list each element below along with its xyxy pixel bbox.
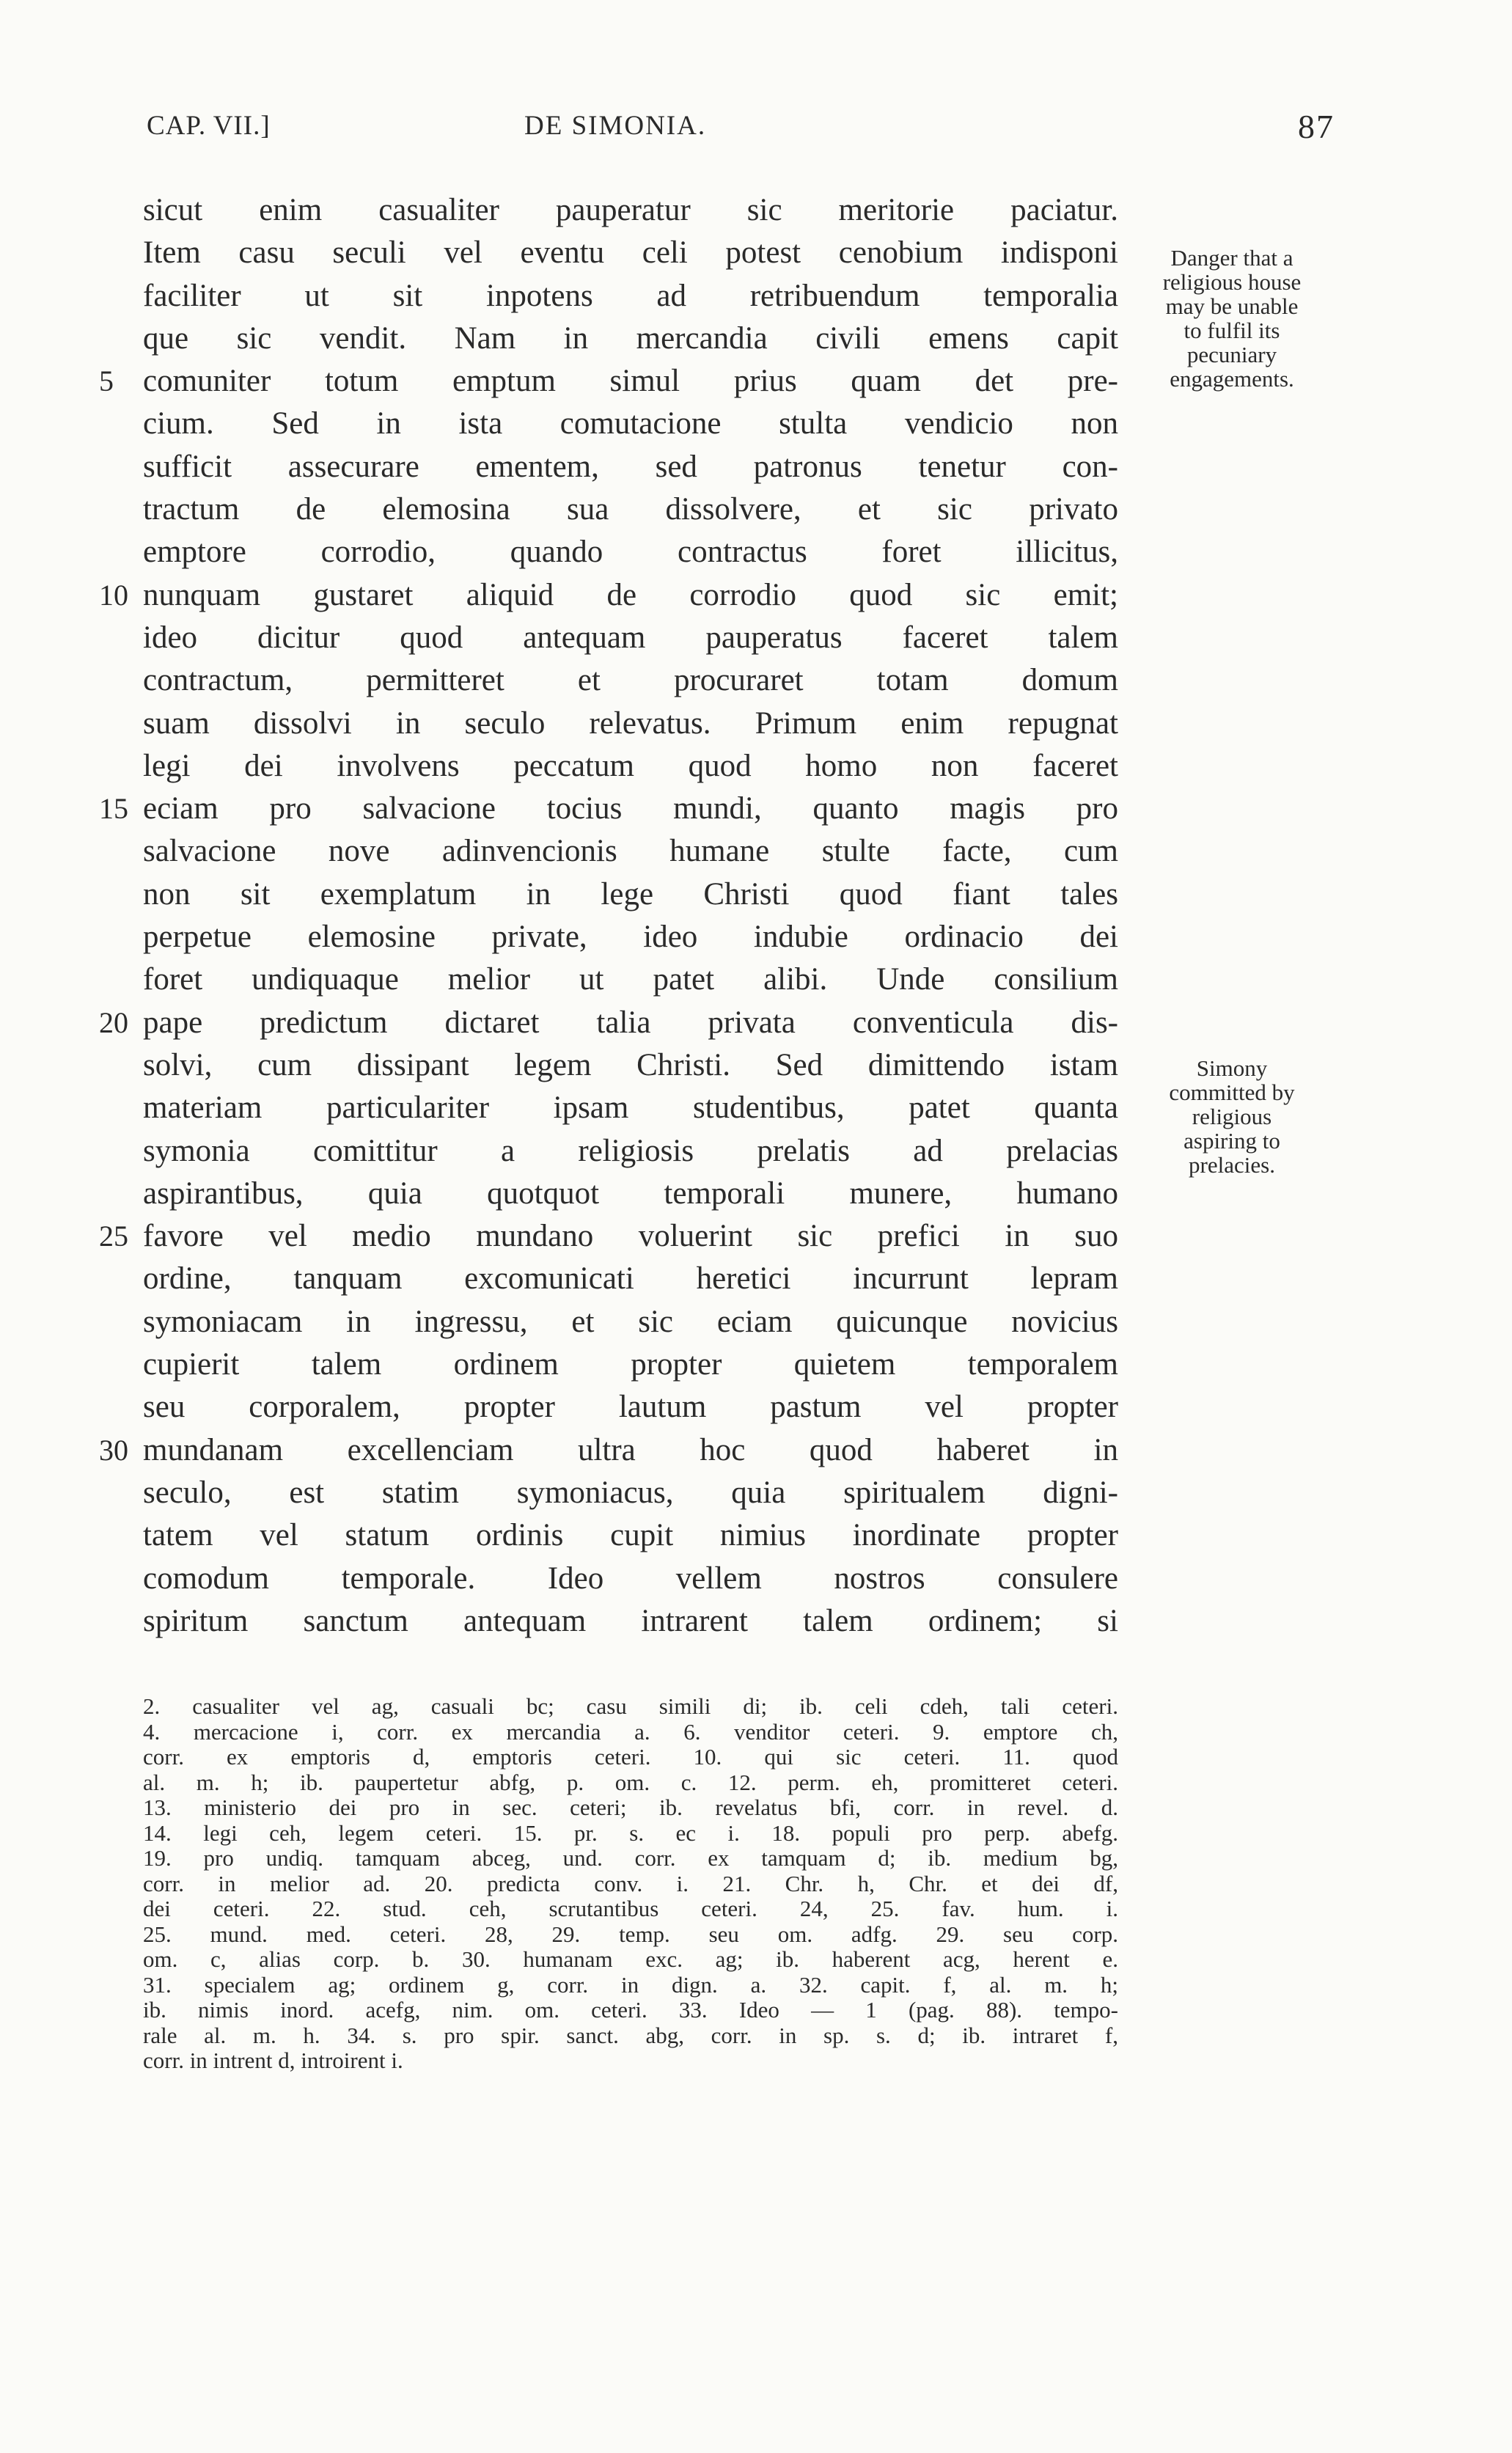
critical-apparatus xyxy=(143,1694,1118,2074)
text-line xyxy=(99,574,1118,617)
line-text: foret undiquaque melior ut patet alibi. Unde consilium xyxy=(143,962,1118,997)
line-text: ideo dicitur quod antequam pauperatus faceret talem xyxy=(143,620,1118,655)
text-line xyxy=(143,232,1118,274)
line-text: faciliter ut sit inpotens ad retribuendum temporalia xyxy=(143,278,1118,313)
line-text: aspirantibus, quia quotquot temporali munere, humano xyxy=(143,1176,1118,1211)
running-title: DE SIMONIA. xyxy=(524,111,707,141)
footnote-line: 19. pro undiq. tamquam abceg, und. corr. ex tamquam d; ib. medium bg, xyxy=(143,1845,1118,1871)
text-line xyxy=(143,659,1118,702)
footnote-line: rale al. m. h. 34. s. pro spir. sanct. abg, corr. in sp. s. d; ib. intraret f, xyxy=(143,2022,1118,2048)
line-text: spiritum sanctum antequam intrarent talem ordinem; si xyxy=(143,1603,1118,1638)
text-line xyxy=(143,830,1118,873)
text-line xyxy=(143,318,1118,360)
line-text: seculo, est statim symoniacus, quia spiritualem digni- xyxy=(143,1475,1118,1510)
line-text: mundanam excellenciam ultra hoc quod haberet in xyxy=(143,1432,1118,1467)
line-text: eciam pro salvacione tocius mundi, quanto magis pro xyxy=(143,791,1118,826)
line-text: salvacione nove adinvencionis humane stulte facte, cum xyxy=(143,834,1118,869)
marginal-line: prelacies. xyxy=(1189,1152,1275,1178)
line-number: 20 xyxy=(99,1005,128,1039)
line-text: symonia comittitur a religiosis prelatis ad prelacias xyxy=(143,1133,1118,1168)
line-text: ordine, tanquam excomunicati heretici incurrunt lepram xyxy=(143,1261,1118,1297)
marginal-line: religious xyxy=(1192,1104,1272,1129)
line-number: 30 xyxy=(99,1433,128,1467)
line-text: legi dei involvens peccatum quod homo non faceret xyxy=(143,748,1118,783)
text-line xyxy=(143,1130,1118,1173)
marginal-line: to fulfil its xyxy=(1183,318,1280,343)
line-text: cupierit talem ordinem propter quietem temporalem xyxy=(143,1347,1118,1382)
footnote-line: 31. specialem ag; ordinem g, corr. in dign. a. 32. capit. f, al. m. h; xyxy=(143,1971,1118,1998)
line-text: sufficit assecurare ementem, sed patronus tenetur con- xyxy=(143,449,1118,484)
text-line xyxy=(143,1386,1118,1429)
line-text: suam dissolvi in seculo relevatus. Primum enim repugnat xyxy=(143,705,1118,741)
line-text: solvi, cum dissipant legem Christi. Sed dimittendo istam xyxy=(143,1047,1118,1082)
line-number: 10 xyxy=(99,578,128,612)
text-line xyxy=(143,531,1118,573)
text-line xyxy=(143,1087,1118,1129)
marginal-line: committed by xyxy=(1169,1079,1295,1105)
marginal-line: engagements. xyxy=(1170,366,1294,392)
line-text: symoniacam in ingressu, et sic eciam quicunque novicius xyxy=(143,1304,1118,1339)
line-text: tractum de elemosina sua dissolvere, et sic privato xyxy=(143,492,1118,527)
text-line xyxy=(99,1429,1118,1472)
marginal-line: aspiring to xyxy=(1183,1128,1280,1154)
text-line xyxy=(143,617,1118,659)
text-line xyxy=(143,1044,1118,1087)
line-text: tatem vel statum ordinis cupit nimius inordinate propter xyxy=(143,1518,1118,1553)
footnote-line: al. m. h; ib. paupertetur abfg, p. om. c. 12. perm. eh, promitteret ceteri. xyxy=(143,1769,1118,1795)
text-line xyxy=(143,1258,1118,1300)
line-text: comodum temporale. Ideo vellem nostros consulere xyxy=(143,1561,1118,1596)
text-line xyxy=(143,873,1118,916)
footnote-line: 14. legi ceh, legem ceteri. 15. pr. s. ec i. 18. populi pro perp. abefg. xyxy=(143,1819,1118,1846)
marginal-note-danger xyxy=(1133,246,1331,391)
text-line xyxy=(143,189,1118,232)
text-line xyxy=(143,403,1118,445)
text-line xyxy=(143,1558,1118,1600)
page-number: 87 xyxy=(1298,108,1335,145)
marginal-line: Simony xyxy=(1196,1055,1268,1081)
line-text: favore vel medio mundano voluerint sic prefici in suo xyxy=(143,1219,1118,1254)
text-line xyxy=(99,1215,1118,1258)
text-line xyxy=(143,703,1118,745)
line-text: que sic vendit. Nam in mercandia civili emens capit xyxy=(143,320,1118,356)
marginal-line: Danger that a xyxy=(1170,245,1293,271)
line-number: 5 xyxy=(99,364,114,398)
line-text: non sit exemplatum in lege Christi quod fiant tales xyxy=(143,876,1118,912)
line-text: Item casu seculi vel eventu celi potest cenobium indisponi xyxy=(143,235,1118,271)
line-number: 25 xyxy=(99,1220,128,1253)
line-text: sicut enim casualiter pauperatur sic meritorie paciatur. xyxy=(143,193,1118,227)
footnote-line: 13. ministerio dei pro in sec. ceteri; ib. revelatus bfi, corr. in revel. d. xyxy=(143,1794,1118,1820)
chapter-label: CAP. VII.] xyxy=(147,111,271,141)
footnote-line: corr. in intrent d, introirent i. xyxy=(143,2047,403,2073)
footnote-line: 25. mund. med. ceteri. 28, 29. temp. seu om. adfg. 29. seu corp. xyxy=(143,1921,1118,1947)
marginal-line: may be unable xyxy=(1165,293,1299,319)
text-line xyxy=(143,275,1118,318)
line-number: 15 xyxy=(99,792,128,826)
text-line xyxy=(143,488,1118,531)
text-line xyxy=(143,1173,1118,1215)
text-line xyxy=(143,958,1118,1001)
footnote-line: ib. nimis inord. acefg, nim. om. ceteri. 33. Ideo — 1 (pag. 88). tempo- xyxy=(143,1997,1118,2023)
footnote-line: corr. ex emptoris d, emptoris ceteri. 10. qui sic ceteri. 11. quod xyxy=(143,1744,1118,1770)
line-text: nunquam gustaret aliquid de corrodio quod sic emit; xyxy=(143,577,1118,612)
footnote-line: dei ceteri. 22. stud. ceh, scrutantibus ceteri. 24, 25. fav. hum. i. xyxy=(143,1896,1118,1921)
marginal-line: pecuniary xyxy=(1186,342,1277,367)
running-header xyxy=(147,110,1335,154)
line-text: comuniter totum emptum simul prius quam det pre- xyxy=(143,364,1118,399)
footnote-line: 4. mercacione i, corr. ex mercandia a. 6. venditor ceteri. 9. emptore ch, xyxy=(143,1718,1118,1745)
line-text: pape predictum dictaret talia privata conventicula dis- xyxy=(143,1005,1118,1040)
marginal-note-simony xyxy=(1133,1056,1331,1177)
text-line xyxy=(99,360,1118,403)
line-text: contractum, permitteret et procuraret totam domum xyxy=(143,663,1118,698)
footnote-line: corr. in melior ad. 20. predicta conv. i. 21. Chr. h, Chr. et dei df, xyxy=(143,1870,1118,1896)
marginal-line: religious house xyxy=(1162,269,1302,295)
footnote-line: 2. casualiter vel ag, casuali bc; casu simili di; ib. celi cdeh, tali ceteri. xyxy=(143,1693,1118,1719)
main-text xyxy=(99,189,1118,1643)
line-text: cium. Sed in ista comutacione stulta vendicio non xyxy=(143,406,1118,441)
line-text: perpetue elemosine private, ideo indubie ordinacio dei xyxy=(143,920,1118,955)
text-line xyxy=(143,1472,1118,1514)
footnote-line: om. c, alias corp. b. 30. humanam exc. ag; ib. haberent acg, herent e. xyxy=(143,1946,1118,1972)
text-line xyxy=(143,1301,1118,1343)
line-text: materiam particulariter ipsam studentibus, patet quanta xyxy=(143,1090,1118,1126)
text-line xyxy=(99,1002,1118,1044)
text-line xyxy=(143,745,1118,788)
text-line xyxy=(143,446,1118,488)
line-text: seu corporalem, propter lautum pastum vel propter xyxy=(143,1390,1118,1425)
text-line xyxy=(143,1343,1118,1386)
text-line xyxy=(99,788,1118,830)
text-line xyxy=(143,1600,1118,1643)
line-text: emptore corrodio, quando contractus foret illicitus, xyxy=(143,535,1118,570)
text-line xyxy=(143,916,1118,958)
text-line xyxy=(143,1514,1118,1557)
